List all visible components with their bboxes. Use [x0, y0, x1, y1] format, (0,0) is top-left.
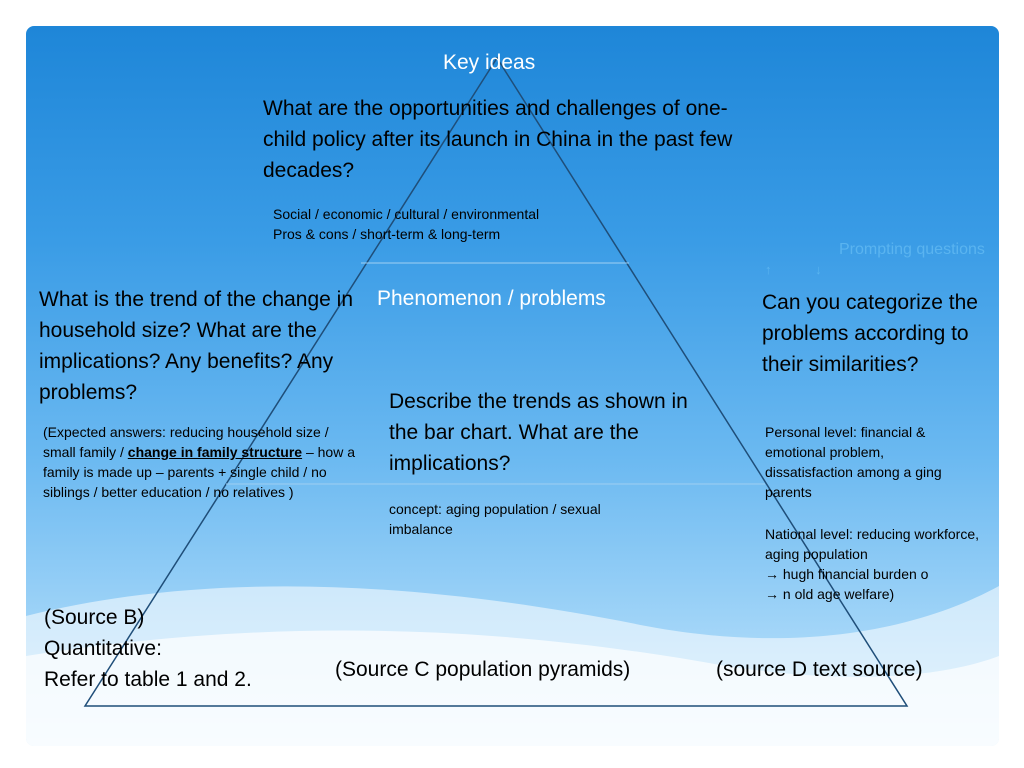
center-question: Describe the trends as shown in the bar chart. What are the implications?: [389, 390, 688, 475]
prompting-arrows-icon: ↑ ↓: [765, 262, 842, 277]
tables-label: Refer to table 1 and 2.: [44, 668, 252, 691]
top-notes-line2: Pros & cons / short-term & long-term: [273, 226, 501, 242]
apex-label: Key ideas: [443, 51, 536, 74]
right-personal: Personal level: financial & emotional problem, dissatisfaction among a ging parents: [765, 424, 942, 500]
right-arrow-line2: [765, 584, 894, 604]
expected-prefix: (Expected answers: reducing household size / small family /: [43, 424, 329, 460]
top-notes-line1: Social / economic / cultural / environmental: [273, 206, 540, 222]
source-b-label: (Source B): [44, 606, 145, 629]
prompting-questions-label: Prompting questions: [839, 241, 985, 258]
expected-bold: change in family structure: [127, 444, 303, 460]
right-arrow-icon: →: [765, 566, 779, 582]
expected-suffix: – how a family is made up – parents + single child / no siblings / better education / no relatives ): [43, 444, 356, 500]
right-arrow-icon: →: [765, 586, 779, 602]
center-concept: concept: aging population / sexual imbalance: [389, 501, 601, 537]
middle-label: Phenomenon / problems: [377, 287, 606, 310]
right-national: National level: reducing workforce, aging population: [765, 526, 979, 562]
right-question: Can you categorize the problems according to their similarities?: [762, 291, 978, 376]
left-expected-answers: [43, 422, 363, 502]
right-arrow-text2: n old age welfare): [782, 586, 895, 602]
right-arrow-line1: [765, 564, 928, 584]
quantitative-label: Quantitative:: [44, 637, 162, 660]
source-c-label: (Source C population pyramids): [335, 658, 631, 681]
top-question: What are the opportunities and challenges of one-child policy after its launch in China in the past few decades?: [263, 97, 733, 182]
source-d-label: (source D text source): [716, 658, 923, 681]
right-arrow-text1: hugh financial burden o: [782, 566, 929, 582]
left-question: What is the trend of the change in household size? What are the implications? Any benefits? Any problems?: [39, 288, 354, 404]
